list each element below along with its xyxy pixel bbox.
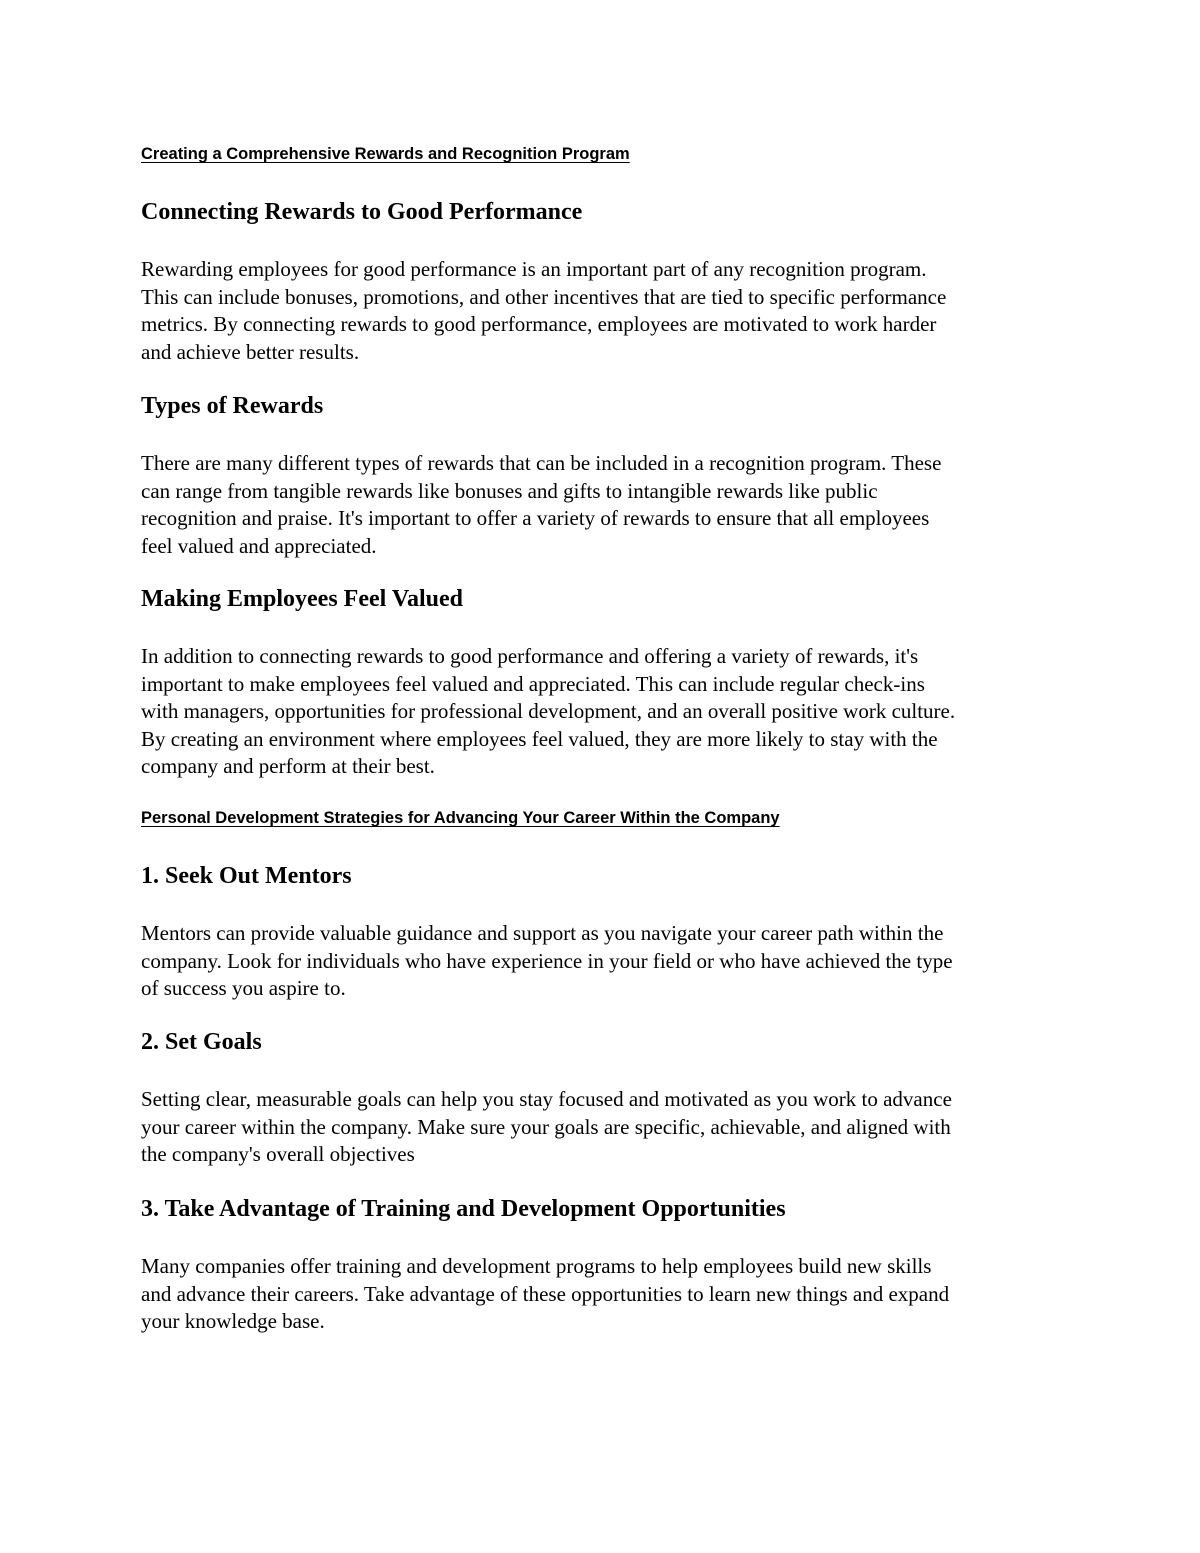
paragraph-line: of success you aspire to. [141,976,346,1000]
paragraph-line: your career within the company. Make sure your goals are specific, achievable, and aligned with [141,1114,951,1139]
paragraph-line: the company's overall objectives [141,1142,415,1166]
paragraph-line: your knowledge base. [141,1309,325,1333]
section-title-rewards-program: Creating a Comprehensive Rewards and Recognition Program [141,145,630,163]
paragraph-line: feel valued and appreciated. [141,533,377,558]
heading-connecting-rewards: Connecting Rewards to Good Performance [141,199,583,225]
heading-types-of-rewards: Types of Rewards [141,393,324,419]
paragraph-line: Mentors can provide valuable guidance and support as you navigate your career path within the [141,921,944,945]
paragraph-line: important to make employees feel valued and appreciated. This can include regular check-ins [141,671,925,696]
paragraph-line: There are many different types of rewards that can be included in a recognition program. These [141,451,942,475]
paragraph-line: company and perform at their best. [141,754,435,778]
paragraph-line: This can include bonuses, promotions, and other incentives that are tied to specific performance [141,284,947,309]
paragraph-line: and achieve better results. [141,339,360,364]
paragraph-line: Rewarding employees for good performance is an important part of any recognition program. [141,257,927,281]
heading-training-opportunities: 3. Take Advantage of Training and Development Opportunities [141,1196,786,1222]
paragraph-line: with managers, opportunities for professional development, and an overall positive work culture. [141,699,956,723]
paragraph-line: Many companies offer training and development programs to help employees build new skills [141,1254,932,1278]
paragraph-line: recognition and praise. It's important to offer a variety of rewards to ensure that all employees [141,506,930,530]
section-title-personal-development: Personal Development Strategies for Advancing Your Career Within the Company [141,809,780,827]
paragraph-line: By creating an environment where employees feel valued, they are more likely to stay with the [141,726,938,751]
paragraph-line: metrics. By connecting rewards to good performance, employees are motivated to work harder [141,312,937,336]
paragraph-types-of-rewards [141,450,1059,560]
heading-seek-mentors: 1. Seek Out Mentors [141,863,352,889]
heading-feel-valued: Making Employees Feel Valued [141,586,464,612]
paragraph-line: can range from tangible rewards like bonuses and gifts to intangible rewards like public [141,478,878,503]
paragraph-line: Setting clear, measurable goals can help you stay focused and motivated as you work to advance [141,1087,952,1111]
paragraph-training-opportunities [141,1253,1059,1336]
paragraph-line: In addition to connecting rewards to good performance and offering a variety of rewards, it's [141,644,919,668]
paragraph-seek-mentors [141,920,1059,1003]
paragraph-line: company. Look for individuals who have experience in your field or who have achieved the type [141,948,953,973]
paragraph-set-goals [141,1086,1059,1169]
heading-set-goals: 2. Set Goals [141,1029,262,1055]
paragraph-line: and advance their careers. Take advantage of these opportunities to learn new things and expand [141,1281,950,1306]
paragraph-feel-valued [141,643,1059,781]
paragraph-connecting-rewards [141,256,1059,366]
